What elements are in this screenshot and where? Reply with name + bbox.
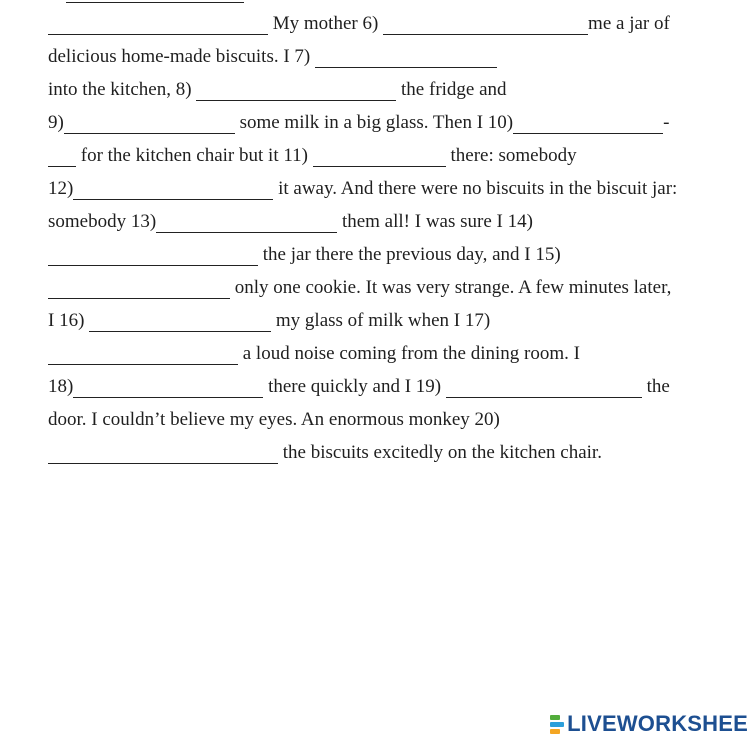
answer-blank-10-cont[interactable] [48,146,76,167]
answer-blank-8[interactable] [196,80,396,101]
text-fragment: into the kitchen, 8) [48,79,192,100]
answer-blank-cut-off[interactable] [66,0,244,3]
text-fragment: there: somebody [450,145,577,166]
text-fragment: delicious home-made biscuits. I 7) [48,46,311,67]
worksheet-text [48,7,708,469]
worksheet-line [48,436,708,469]
text-fragment: - [663,112,670,133]
logo-text: LIVEWORKSHEE [567,711,748,736]
answer-blank-19[interactable] [446,377,642,398]
text-fragment: some milk in a big glass. Then I 10) [239,112,514,133]
answer-blank-6[interactable] [383,14,588,35]
text-fragment: it away. And there were no biscuits in the biscuit jar: [278,178,678,199]
text-fragment: there quickly and I 19) [268,376,442,397]
worksheet-line [48,337,708,370]
text-fragment: me a jar of [588,13,670,34]
liveworksheets-logo-icon [550,715,564,734]
text-fragment: them all! I was sure I 14) [341,211,533,232]
text-fragment: the jar there the previous day, and I 15) [262,244,561,265]
answer-blank-9[interactable] [64,113,235,134]
text-fragment: 12) [48,178,74,199]
worksheet-line [48,7,708,40]
answer-blank-15[interactable] [48,278,230,299]
text-fragment: my glass of milk when I 17) [275,310,491,331]
worksheet-line [48,271,708,304]
worksheet-line [48,73,708,106]
worksheet-line [48,106,708,139]
answer-blank-18[interactable] [73,377,263,398]
answer-blank-10[interactable] [513,113,663,134]
text-fragment: My mother 6) [272,13,379,34]
text-fragment: 18) [48,376,74,397]
answer-blank-17[interactable] [48,344,238,365]
worksheet-line [48,172,708,205]
text-fragment: a loud noise coming from the dining room. I [242,343,580,364]
text-fragment: only one cookie. It was very strange. A few minutes later, [234,277,672,298]
text-fragment: somebody 13) [48,211,157,232]
liveworksheets-logo [550,712,748,736]
worksheet-line [48,304,708,337]
worksheet-line [48,238,708,271]
worksheet-line [48,139,708,172]
worksheet-line [48,370,708,403]
answer-blank-20[interactable] [48,443,278,464]
answer-blank-13[interactable] [156,212,337,233]
answer-blank-14[interactable] [48,245,258,266]
text-fragment: the biscuits excitedly on the kitchen chair. [282,442,602,463]
text-fragment: 9) [48,112,64,133]
worksheet-line [48,403,708,436]
text-fragment: the fridge and [401,79,507,100]
text-fragment: the [646,376,670,397]
answer-blank-7[interactable] [315,47,497,68]
text-fragment: for the kitchen chair but it 11) [80,145,308,166]
answer-blank-16[interactable] [89,311,271,332]
worksheet-line [48,205,708,238]
answer-blank[interactable] [48,14,268,35]
text-fragment: door. I couldn’t believe my eyes. An enormous monkey 20) [48,409,500,430]
text-fragment: I 16) [48,310,85,331]
answer-blank-11[interactable] [313,146,446,167]
worksheet-line [48,40,708,73]
answer-blank-12[interactable] [73,179,273,200]
